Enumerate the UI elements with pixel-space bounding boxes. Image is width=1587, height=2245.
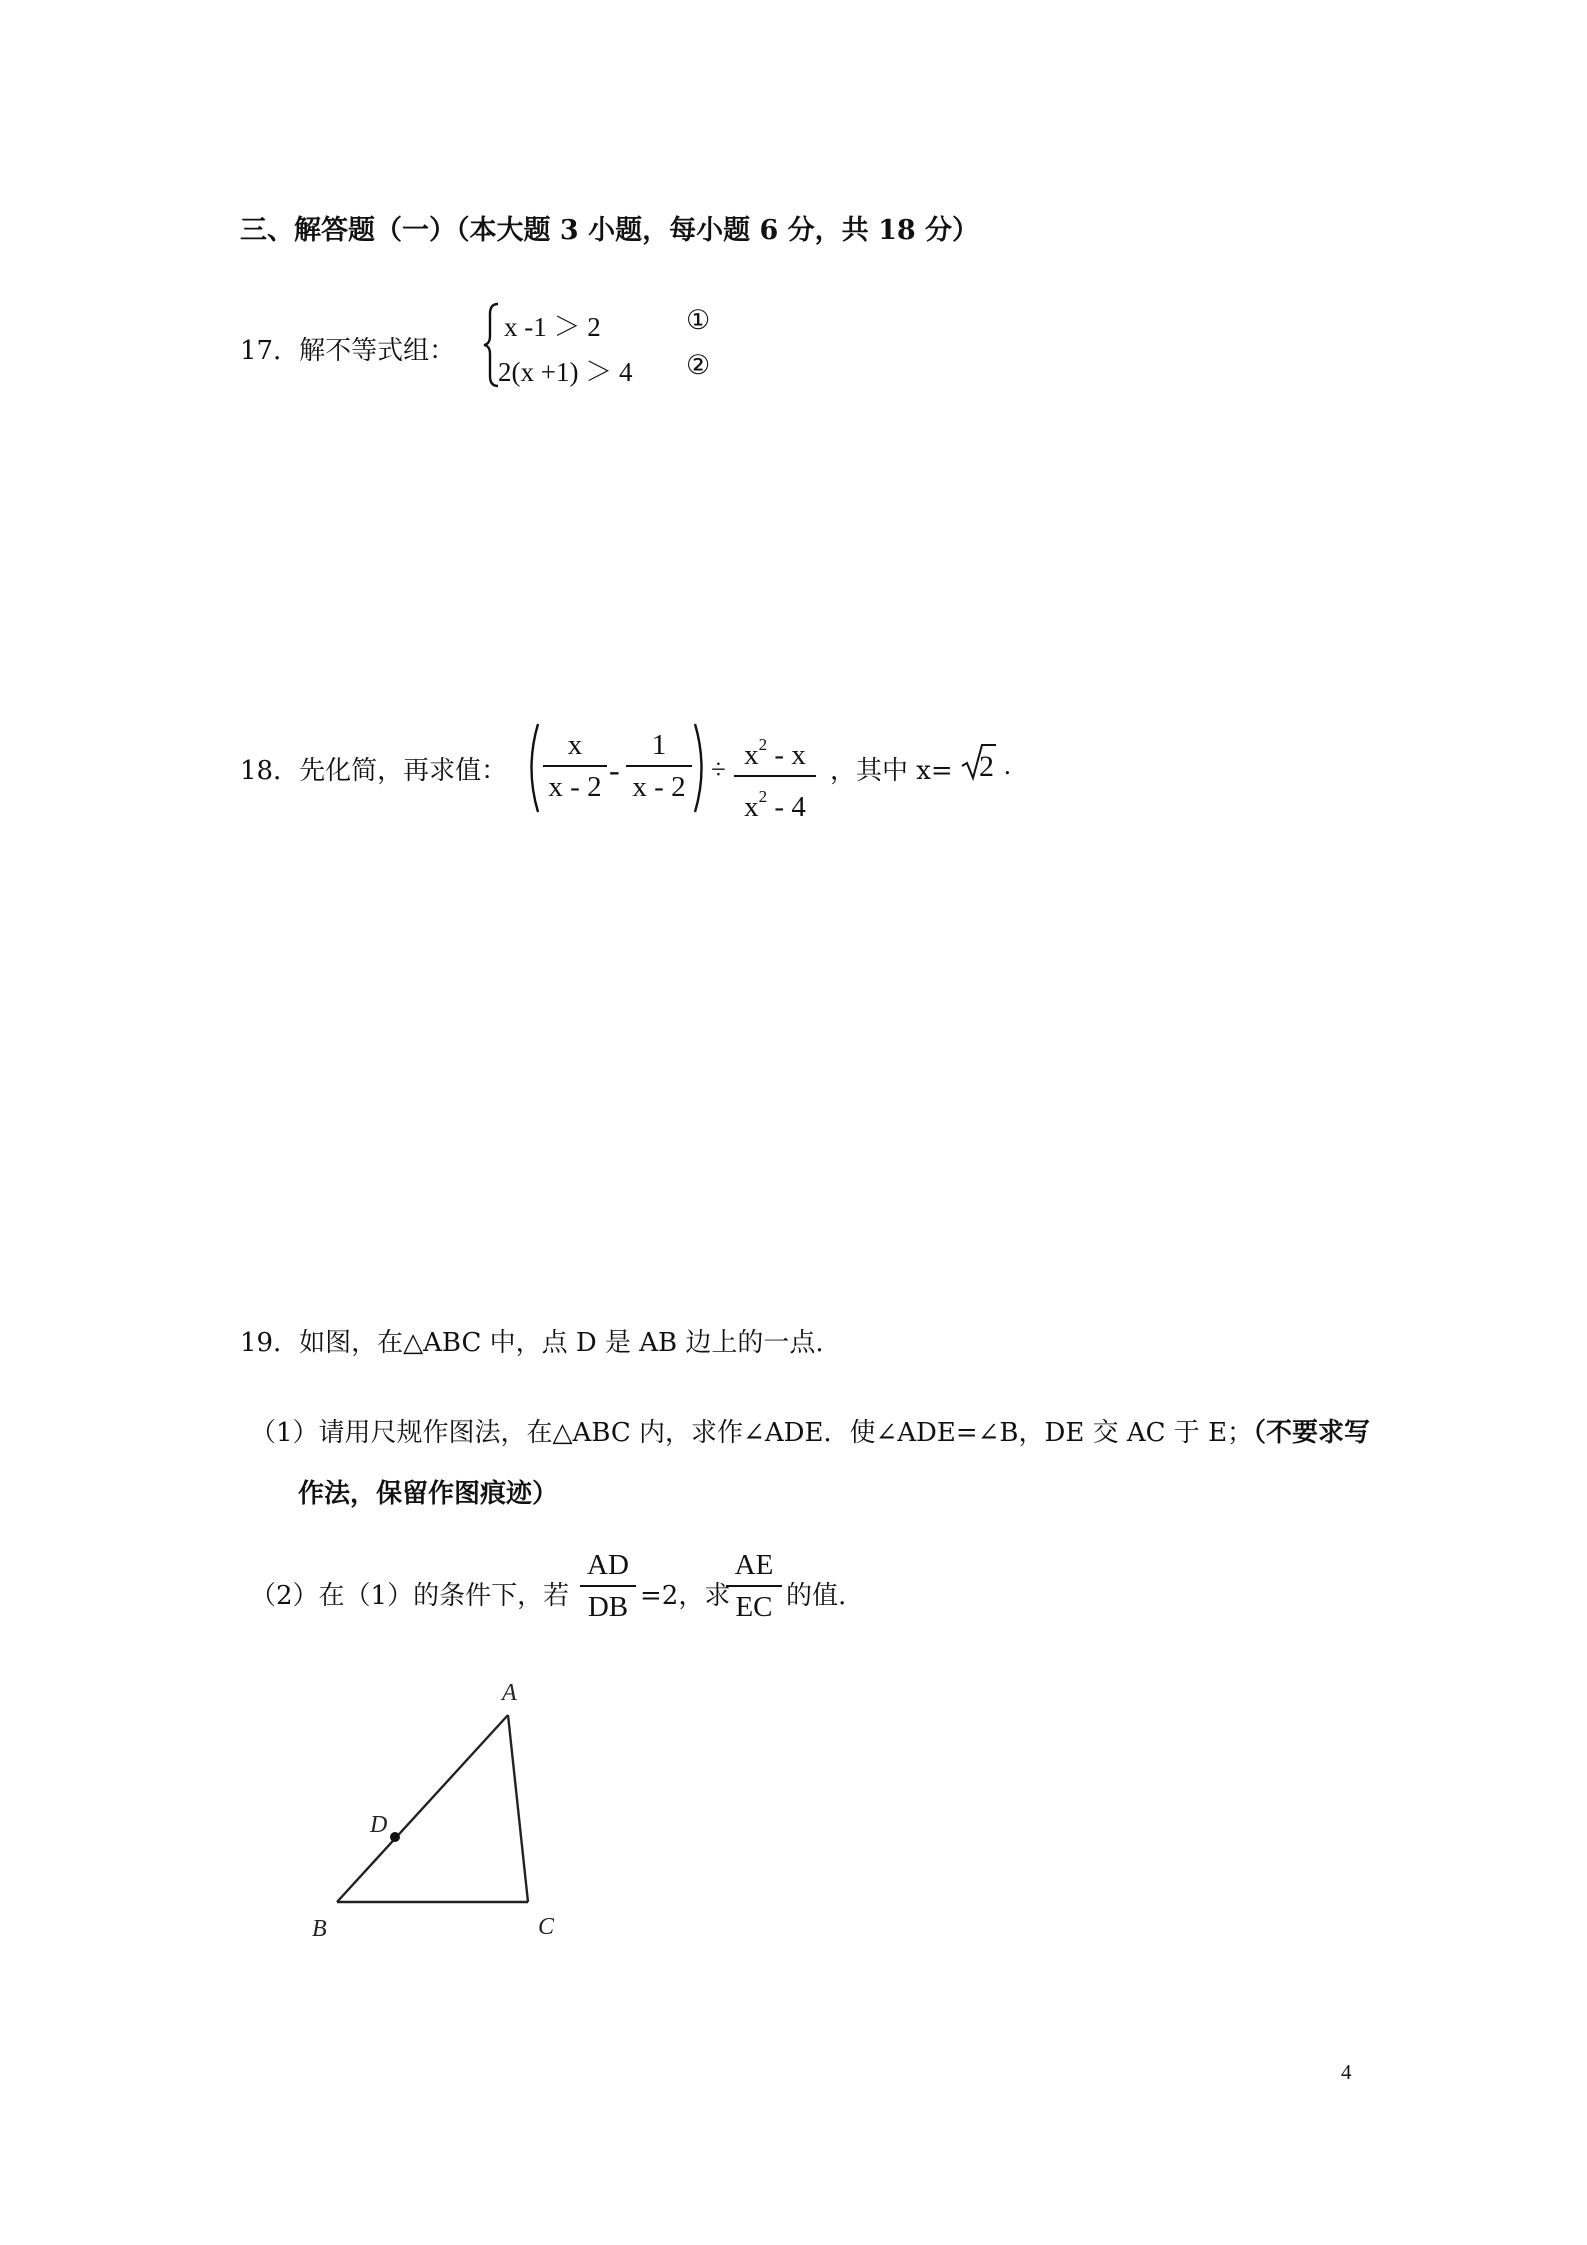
q18-fraction-3 — [734, 728, 816, 824]
q19-part1-note: 作法，保留作图痕迹） — [298, 1479, 559, 1509]
q18-label: 18．先化简，再求值： — [240, 756, 508, 786]
q19-part2-b: =2，求 — [640, 1581, 731, 1611]
q19-part2-c: 的值. — [786, 1581, 847, 1611]
q18-fraction-1 — [543, 728, 607, 804]
section-title: 三、解答题（一）（本大题 3 小题，每小题 6 分，共 18 分） — [240, 215, 980, 246]
q18-f1-numerator: x — [567, 729, 583, 761]
q18-root-value: 2 — [979, 750, 994, 783]
q17-inequality-1: x -1 ＞ 2 — [504, 312, 601, 342]
q17-label: 17．解不等式组： — [240, 336, 456, 366]
q19-part1: （1）请用尺规作图法，在△ABC 内，求作∠ADE．使∠ADE=∠B，DE 交 AC 于 E；（不要求写 — [250, 1418, 1371, 1448]
label-d: D — [370, 1812, 388, 1838]
q18-right-paren — [692, 722, 710, 818]
label-b: B — [312, 1916, 327, 1942]
side-ab — [337, 1715, 508, 1902]
q18-fraction-2 — [626, 728, 692, 804]
q19-intro: 19．如图，在△ABC 中，点 D 是 AB 边上的一点. — [240, 1328, 824, 1358]
q18-f2-numerator: 1 — [651, 729, 667, 761]
q18-f2-denominator: x - 2 — [632, 771, 686, 803]
q18-f1-denominator: x - 2 — [548, 771, 602, 803]
label-c: C — [538, 1914, 555, 1940]
triangle-figure — [290, 1660, 580, 1950]
q18-f3-denominator: $x^2 - 4$ — [744, 787, 806, 823]
side-ac — [508, 1715, 528, 1902]
q18-condition: ，其中 x= — [830, 756, 953, 786]
q18-left-paren — [523, 722, 541, 818]
q17-mark-2: ② — [686, 350, 711, 380]
q18-divide: ÷ — [711, 754, 726, 784]
page-number: 4 — [1341, 2060, 1352, 2084]
point-d — [390, 1832, 400, 1842]
q19-fraction-ae-ec: AE EC — [726, 1548, 782, 1624]
q17-mark-1: ① — [686, 305, 711, 335]
q19-part2-a: （2）在（1）的条件下，若 — [250, 1581, 570, 1611]
q18-f3-numerator: $x^2$ - x — [744, 735, 806, 771]
q18-minus: - — [609, 752, 620, 788]
label-a: A — [502, 1680, 517, 1706]
q17-inequality-2: 2(x +1) ＞ 4 — [498, 357, 633, 387]
q19-fraction-ad-db: AD DB — [580, 1548, 636, 1624]
q18-period: . — [1004, 750, 1011, 780]
